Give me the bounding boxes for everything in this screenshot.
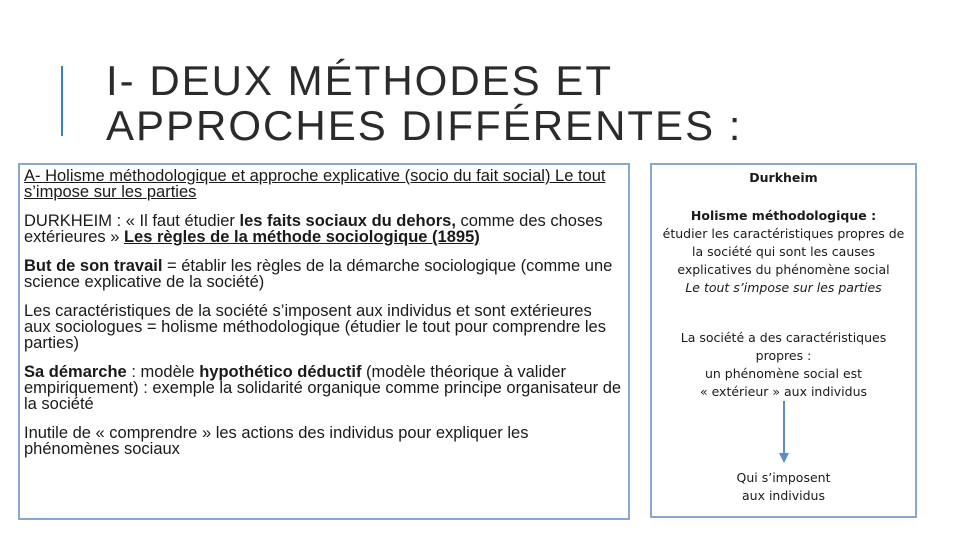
diagram-societe-block [652, 329, 915, 401]
title-accent-bar [61, 66, 63, 136]
societe-line-3: un phénomène social est [704, 366, 863, 381]
holisme-line-1: étudier les caractéristiques propres de [662, 226, 905, 241]
qui-line-2: aux individus [742, 488, 825, 503]
title-line-2: APPROCHES DIFFÉRENTES : [106, 102, 743, 149]
holisme-italic-line: Le tout s’impose sur les parties [685, 280, 882, 295]
diagram-heading: Durkheim [749, 170, 818, 185]
slide-title [106, 58, 742, 148]
durkheim-diagram-box [650, 163, 917, 518]
paragraph-durkheim-quote [24, 213, 622, 245]
demarche-bold: hypothético déductif [199, 363, 362, 381]
demarche-text-1: : modèle [126, 363, 200, 381]
but-label: But de son travail [24, 257, 163, 275]
quote-rest: comme des choses extérieures » [24, 212, 603, 246]
down-arrow-icon [778, 401, 790, 465]
quote-intro: DURKHEIM : « Il faut étudier [24, 212, 240, 230]
demarche-text-2: (modèle théorique à valider empiriquement) : exemple la solidarité organique comme principe organisateur de la société [24, 363, 622, 413]
societe-line-2: propres : [755, 348, 812, 363]
diagram-qui-block [652, 469, 915, 505]
quote-bold: les faits sociaux du dehors, [239, 212, 456, 230]
holisme-line-3: explicatives du phénomène social [677, 262, 890, 277]
left-text-box [18, 163, 630, 520]
holisme-title: Holisme méthodologique : [690, 208, 877, 223]
title-line-1: I- DEUX MÉTHODES ET [106, 57, 614, 104]
societe-line-1: La société a des caractéristiques [680, 330, 887, 345]
paragraph-caracteristiques: Les caractéristiques de la société s’imposent aux individus et sont extérieures aux sociologues = holisme méthodologique (étudier le tout pour comprendre les parties) [24, 302, 606, 352]
book-title: Les règles de la méthode sociologique (1895) [123, 228, 480, 246]
paragraph-holisme-heading: A- Holisme méthodologique et approche explicative (socio du fait social) Le tout s’impose sur les parties [24, 167, 606, 201]
paragraph-demarche [24, 364, 622, 412]
paragraph-but [24, 258, 622, 290]
qui-line-1: Qui s’imposent [736, 470, 831, 485]
demarche-label: Sa démarche [24, 363, 127, 381]
societe-line-4: « extérieur » aux individus [699, 384, 868, 399]
paragraph-inutile: Inutile de « comprendre » les actions des individus pour expliquer les phénomènes sociaux [24, 424, 529, 458]
diagram-holisme-block [652, 207, 915, 297]
holisme-line-2: la société qui sont les causes [692, 244, 875, 259]
but-text: = établir les règles de la démarche sociologique (comme une science explicative de la société) [24, 257, 613, 291]
